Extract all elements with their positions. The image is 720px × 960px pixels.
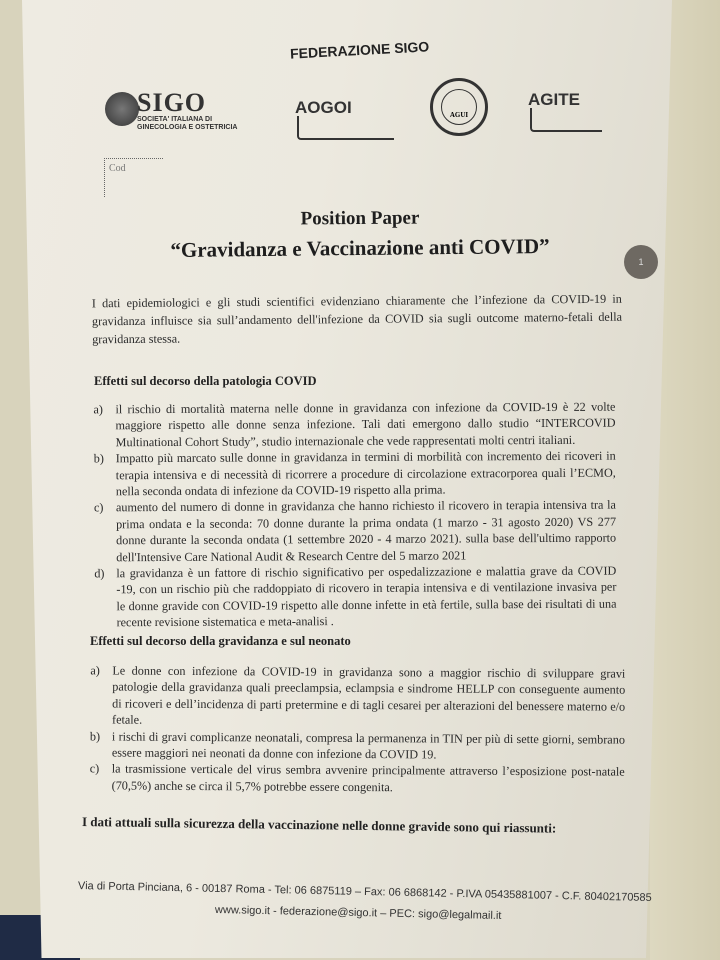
section1-heading: Effetti sul decorso della patologia COVID — [94, 374, 317, 388]
list-item-text: Le donne con infezione da COVID-19 in gravidanza sono a maggior rischio di sviluppare gravi patologie della gravidanza quali preeclampsia, eclampsia e sindrome HELLP con conseguente aumento di ricoveri e dell’incidenza di parti pretermine e di tagli cesarei per alterazioni del benessere materno e/o fetale. — [112, 663, 626, 727]
list-marker: c) — [89, 761, 100, 776]
section2-list — [90, 662, 626, 797]
footer-contacts: www.sigo.it - federazione@sigo.it – PEC: sigo@legalmail.it — [214, 904, 502, 922]
list-item-text: la trasmissione verticale del virus sembra avvenire principalmente attraverso l’esposizione post-natale (70,5%) anche se circa il 5,7% potrebbe essere congenita. — [111, 761, 625, 795]
list-item-text: i rischi di gravi complicanze neonatali, compresa la permanenza in TIN per più di sette giorni, sembrano essere maggiori nei neonati da donne con infezione da COVID 19. — [111, 729, 625, 762]
aogoi-bracket-icon — [297, 116, 394, 140]
closing-statement: I dati attuali sulla sicurezza della vaccinazione nelle donne gravide sono qui riassunti: — [81, 814, 557, 836]
aogoi-logo — [295, 98, 400, 143]
list-marker: c) — [93, 500, 104, 515]
federation-heading: FEDERAZIONE SIGO — [289, 38, 430, 62]
sigo-logo-subtitle: SOCIETA' ITALIANA DI GINECOLOGIA E OSTETRICIA — [137, 116, 238, 131]
page-number-badge: 1 — [624, 245, 658, 279]
list-marker: a) — [90, 663, 100, 678]
stamp-mark: Cod — [104, 158, 163, 197]
agui-logo-name: AGUI — [441, 89, 477, 125]
section2-heading: Effetti sul decorso della gravidanza e sul neonato — [90, 634, 351, 648]
list-item — [90, 728, 625, 764]
list-marker: d) — [94, 566, 105, 581]
sigo-logo-name: SIGO — [137, 88, 207, 117]
list-item — [93, 399, 615, 451]
document-subtitle: “Gravidanza e Vaccinazione anti COVID” — [170, 234, 550, 262]
list-item — [94, 448, 616, 500]
list-item-text: il rischio di mortalità materna nelle donne in gravidanza con infezione da COVID-19 è 22 volte maggiore rispetto alle donne senza infezione. Tali dati emergono dallo studio “INTERCOVID Multinational Cohort Study”, studio internazionale che vede rappresentati molti centri italiani. — [115, 399, 616, 450]
aogoi-logo-name: AOGOI — [295, 98, 352, 117]
list-item-text: Impatto più marcato sulle donne in gravidanza in termini di morbilità con incremento dei ricoveri in terapia intensiva e di necessità di ricorrere a procedure di circolazione extracorporea quali l’ECMO, nella seconda ondata di infezione da COVID-19 rispetto alla prima. — [115, 448, 616, 499]
intro-paragraph: I dati epidemiologici e gli studi scientifici evidenziano chiaramente che l’infezione da COVID-19 in gravidanza influisce sia sull’andamento dell'infezione da COVID sia sugli outcome materno-fetali della gravidanza stessa. — [91, 291, 623, 347]
agite-bracket-icon — [530, 108, 602, 132]
list-item — [90, 662, 625, 731]
list-item-text: aumento del numero di donne in gravidanza che hanno richiesto il ricovero in terapia intensiva tra la prima ondata e la seconda: 70 donne durante la prima ondata (1 marzo - 31 agosto 2020) VS 277 donne durante la seconda ondata (1 settembre 2020 - 4 marzo 2021). sulla base dell'ultimo rapporto dell'Intensive Care National Audit & Research Centre del 5 marzo 2021 — [115, 498, 617, 564]
sigo-seal-icon — [105, 92, 139, 126]
footer-address: Via di Porta Pinciana, 6 - 00187 Roma - Tel: 06 6875119 – Fax: 06 6868142 - P.IVA 05435881007 - C.F. 80402170585 — [77, 880, 652, 905]
list-item-text: la gravidanza è un fattore di rischio significativo per ospedalizzazione e malattia grave da COVID -19, con un rischio più che raddoppiato di ricovero in terapia intensiva e di ventilazione invasiva per le donne gravide con COVID-19 rispetto alle donne infette in età fertile, sulla base dei risultati di una recente revisione sistematica e meta-analisi . — [116, 563, 617, 630]
section1-list — [93, 399, 616, 631]
document-title: Position Paper — [300, 207, 420, 230]
agite-logo — [528, 90, 603, 135]
list-marker: a) — [93, 402, 103, 417]
list-item — [94, 563, 616, 631]
list-item — [94, 497, 616, 565]
sigo-logo — [105, 88, 265, 137]
list-marker: b) — [89, 728, 101, 744]
list-marker: b) — [93, 451, 104, 466]
agui-logo — [430, 78, 488, 136]
agite-logo-name: AGITE — [528, 90, 580, 109]
list-item — [90, 761, 625, 797]
